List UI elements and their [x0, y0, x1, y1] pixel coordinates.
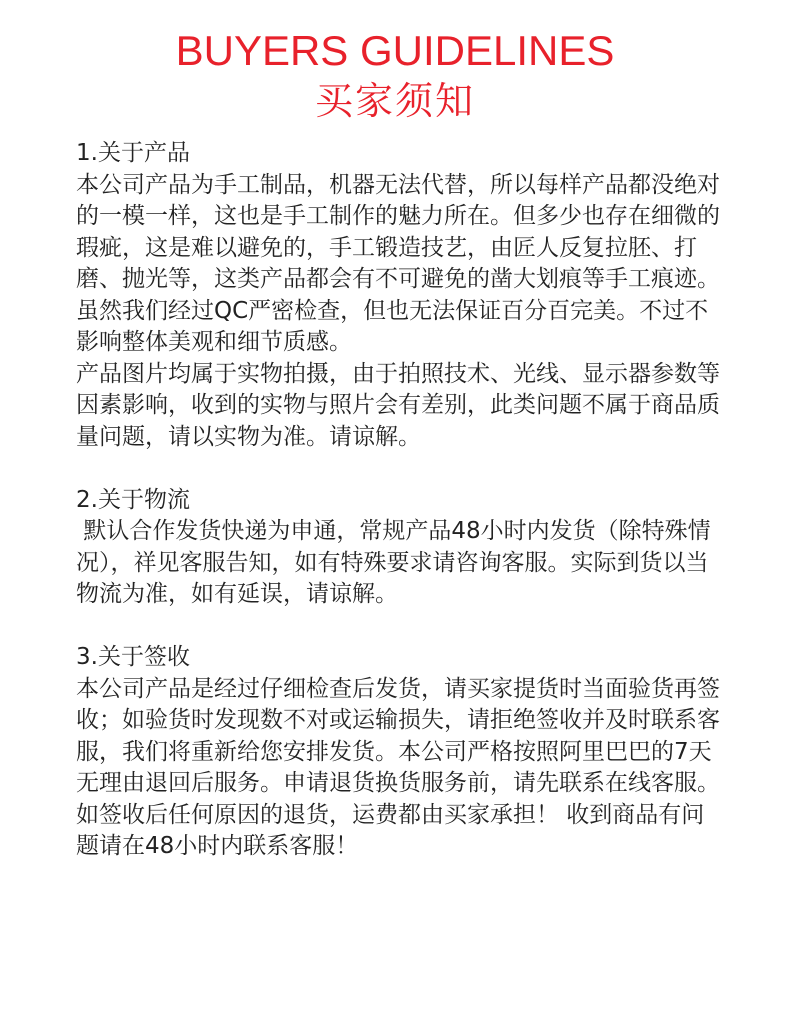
- section-product: [76, 138, 726, 453]
- logistics-paragraph: 默认合作发货快递为申通，常规产品48小时内发货（除特殊情况），祥见客服告知，如有特殊要求请咨询客服。实际到货以当物流为准，如有延误，请谅解。: [76, 518, 711, 607]
- page-header: [0, 26, 790, 126]
- page-title-chinese: 买家须知: [314, 79, 475, 123]
- section-logistics: [76, 485, 726, 611]
- page-title-english: BUYERS GUIDELINES: [175, 27, 615, 74]
- guidelines-content: [76, 138, 726, 894]
- section-title-logistics: 2.关于物流: [76, 486, 190, 513]
- product-paragraph-quality: 本公司产品为手工制品，机器无法代替，所以每样产品都没绝对的一模一样，这也是手工制作的魅力所在。但多少也存在细微的瑕疵，这是难以避免的，手工锻造技艺，由匠人反复拉胚、打磨、抛光等，这类产品都会有不可避免的凿大划痕等手工痕迹。虽然我们经过QC严密检查，但也无法保证百分百完美。不过不影响整体美观和细节质感。: [76, 171, 720, 355]
- receipt-paragraph: 本公司产品是经过仔细检查后发货，请买家提货时当面验货再签收；如验货时发现数不对或运输损失，请拒绝签收并及时联系客服，我们将重新给您安排发货。本公司严格按照阿里巴巴的7天无理由退回后服务。申请退货换货服务前，请先联系在线客服。如签收后任何原因的退货，运费都由买家承担！ 收到商品有问题请在48小时内联系客服！: [76, 675, 720, 859]
- section-title-receipt: 3.关于签收: [76, 644, 190, 670]
- section-title-product: 1.关于产品: [76, 140, 190, 166]
- product-paragraph-photos: 产品图片均属于实物拍摄，由于拍照技术、光线、显示器参数等因素影响，收到的实物与照片会有差别，此类问题不属于商品质量问题，请以实物为准。请谅解。: [76, 360, 720, 450]
- section-receipt: [76, 642, 726, 863]
